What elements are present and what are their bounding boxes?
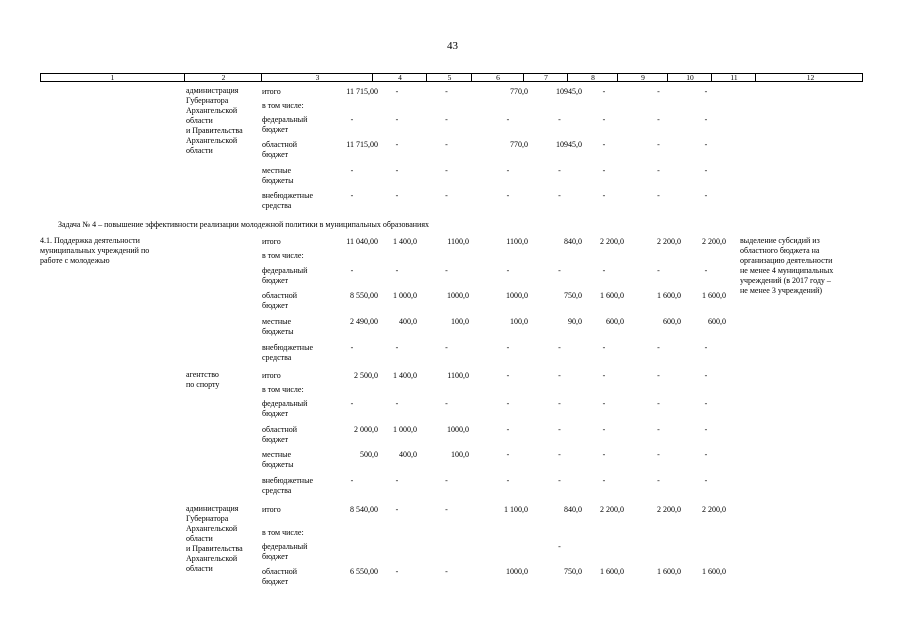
value-cell-col-8: - (558, 166, 561, 175)
header-col-4: 4 (372, 74, 427, 81)
value-cell-col-4: - (350, 166, 354, 175)
value-cell-col-8: - (558, 450, 561, 459)
value-cell-col-11: - (704, 343, 708, 352)
value-cell-col-7: - (506, 166, 510, 175)
value-cell-col-4: 6 550,00 (350, 567, 378, 576)
value-cell-col-10: - (657, 371, 660, 380)
value-cell-col-4: - (350, 399, 354, 408)
value-cell-col-6: 100,0 (451, 450, 469, 459)
source-label-federal: федеральный бюджет (262, 115, 308, 134)
executor-admin-bottom: администрация Губернатора Архангельской области и Правительства Архангельской области (186, 504, 243, 573)
value-cell-col-5: - (395, 343, 399, 352)
value-cell-col-6: 1000,0 (447, 291, 469, 300)
value-cell-col-4: 11 040,00 (346, 237, 378, 246)
value-cell-col-4: - (350, 343, 354, 352)
page-number: 43 (447, 40, 458, 52)
value-cell-col-9: 2 200,0 (600, 237, 624, 246)
value-cell-col-9: - (602, 140, 606, 149)
source-label-local: местные бюджеты (262, 166, 294, 185)
source-label-total: итого (262, 237, 281, 246)
value-cell-col-9: - (602, 450, 606, 459)
value-cell-col-7: - (506, 343, 510, 352)
value-cell-col-5: - (395, 87, 399, 96)
value-cell-col-9: - (602, 399, 606, 408)
source-label-extra: внебюджетные средства (262, 191, 313, 210)
value-cell-col-10: - (657, 87, 660, 96)
value-cell-col-10: 600,0 (663, 317, 681, 326)
header-col-2: 2 (184, 74, 262, 81)
value-cell-col-10: - (657, 166, 660, 175)
value-cell-col-9: 1 600,0 (600, 291, 624, 300)
value-cell-col-8: 10945,0 (556, 140, 582, 149)
value-cell-col-11: - (704, 166, 708, 175)
value-cell-col-6: - (445, 140, 448, 149)
header-col-1: 1 (110, 73, 115, 82)
value-cell-col-5: - (395, 476, 399, 485)
value-cell-col-8: 750,0 (564, 567, 582, 576)
header-col-5: 5 (426, 74, 472, 81)
source-label-incl: в том числе: (262, 251, 304, 260)
value-cell-col-6: - (445, 399, 448, 408)
value-cell-col-8: 840,0 (564, 237, 582, 246)
source-label-extra: внебюджетные средства (262, 343, 313, 362)
value-cell-col-5: - (395, 567, 399, 576)
source-label-federal: федеральный бюджет (262, 542, 308, 561)
value-cell-col-5: 400,0 (399, 450, 417, 459)
value-cell-col-7: 1100,0 (506, 237, 528, 246)
value-cell-col-7: - (506, 399, 510, 408)
source-label-regional: областной бюджет (262, 291, 298, 310)
value-cell-col-7: - (506, 450, 510, 459)
value-cell-col-4: 2 500,0 (354, 371, 378, 380)
header-col-11: 11 (711, 74, 756, 81)
value-cell-col-10: 2 200,0 (657, 505, 681, 514)
header-col-9: 9 (617, 74, 668, 81)
source-label-extra: внебюджетные средства (262, 476, 313, 495)
value-cell-col-4: 11 715,00 (346, 87, 378, 96)
value-cell-col-11: 1 600,0 (702, 567, 726, 576)
value-cell-col-6: 100,0 (451, 317, 469, 326)
value-cell-col-6: - (445, 567, 448, 576)
value-cell-col-8: - (558, 371, 561, 380)
header-col-8: 8 (567, 74, 618, 81)
value-cell-col-4: 8 540,00 (350, 505, 378, 514)
value-cell-col-9: - (602, 476, 606, 485)
value-cell-col-6: - (445, 476, 448, 485)
value-cell-col-10: - (657, 476, 660, 485)
header-col-3: 3 (261, 74, 373, 81)
value-cell-col-8: 750,0 (564, 291, 582, 300)
value-cell-col-6: - (445, 87, 448, 96)
value-cell-col-11: 2 200,0 (702, 505, 726, 514)
value-cell-col-8: - (558, 425, 561, 434)
value-cell-col-8: - (558, 476, 561, 485)
value-cell-col-4: - (350, 115, 354, 124)
value-cell-col-5: 400,0 (399, 317, 417, 326)
value-cell-col-5: 1 400,0 (393, 371, 417, 380)
value-cell-col-9: - (602, 166, 606, 175)
value-cell-col-11: - (704, 266, 708, 275)
value-cell-col-10: 1 600,0 (657, 567, 681, 576)
source-label-federal: федеральный бюджет (262, 399, 308, 418)
source-label-total: итого (262, 371, 281, 380)
value-cell-col-9: - (602, 266, 606, 275)
item-4-1-result: выделение субсидий из областного бюджета на организацию деятельности не менее 4 муниципальных учреждений (в 2017 году – не менее 3 учреждений) (740, 236, 834, 295)
value-cell-col-10: - (657, 191, 660, 200)
value-cell-col-8: - (558, 343, 561, 352)
value-cell-col-9: 1 600,0 (600, 567, 624, 576)
value-cell-col-9: 600,0 (606, 317, 624, 326)
source-label-federal: федеральный бюджет (262, 266, 308, 285)
value-cell-col-4: - (350, 266, 354, 275)
value-cell-col-11: 600,0 (708, 317, 726, 326)
value-cell-col-9: - (602, 115, 606, 124)
value-cell-col-5: - (395, 166, 399, 175)
value-cell-col-5: 1 000,0 (393, 425, 417, 434)
value-cell-col-5: 1 400,0 (393, 237, 417, 246)
value-cell-col-7: - (506, 191, 510, 200)
value-cell-col-8: 90,0 (568, 317, 582, 326)
value-cell-col-6: - (445, 266, 448, 275)
value-cell-col-11: - (704, 425, 708, 434)
header-col-10: 10 (667, 74, 712, 81)
value-cell-col-10: - (657, 140, 660, 149)
value-cell-col-7: 770,0 (510, 87, 528, 96)
value-cell-col-8: 840,0 (564, 505, 582, 514)
value-cell-col-6: - (445, 166, 448, 175)
value-cell-col-9: - (602, 191, 606, 200)
value-cell-col-8: - (558, 115, 561, 124)
value-cell-col-10: - (657, 266, 660, 275)
value-cell-col-5: - (395, 505, 399, 514)
header-col-7: 7 (523, 74, 568, 81)
header-col-12: 12 (755, 74, 865, 81)
source-label-regional: областной бюджет (262, 425, 298, 444)
value-cell-col-11: - (704, 399, 708, 408)
value-cell-col-6: 1100,0 (447, 371, 469, 380)
header-col-6: 6 (471, 74, 524, 81)
value-cell-col-5: - (395, 191, 399, 200)
value-cell-col-5: - (395, 266, 399, 275)
value-cell-col-8: - (558, 266, 561, 275)
value-cell-col-4: 8 550,00 (350, 291, 378, 300)
value-cell-col-8: - (558, 399, 561, 408)
value-cell-col-7: 100,0 (510, 317, 528, 326)
value-cell-col-9: - (602, 87, 606, 96)
value-cell-col-10: - (657, 450, 660, 459)
value-cell-col-6: - (445, 115, 448, 124)
value-cell-col-9: - (602, 425, 606, 434)
executor-sport: агентство по спорту (186, 370, 220, 389)
value-cell-col-9: - (602, 371, 606, 380)
value-cell-col-5: - (395, 399, 399, 408)
value-cell-col-5: 1 000,0 (393, 291, 417, 300)
value-cell-col-4: 11 715,00 (346, 140, 378, 149)
source-label-incl: в том числе: (262, 101, 304, 110)
value-cell-col-6: - (445, 505, 448, 514)
value-cell-col-8: - (558, 191, 561, 200)
value-cell-col-10: - (657, 343, 660, 352)
value-cell-col-5: - (395, 140, 399, 149)
item-4-1-name: 4.1. Поддержка деятельности муниципальных учреждений по работе с молодежью (40, 236, 150, 265)
value-cell-col-8: - (558, 542, 561, 551)
value-cell-col-4: 500,0 (360, 450, 378, 459)
source-label-total: итого (262, 87, 281, 96)
source-label-incl: в том числе: (262, 528, 304, 537)
value-cell-col-5: - (395, 115, 399, 124)
value-cell-col-11: - (704, 140, 708, 149)
value-cell-col-6: 1000,0 (447, 425, 469, 434)
value-cell-col-7: 770,0 (510, 140, 528, 149)
value-cell-col-11: 1 600,0 (702, 291, 726, 300)
value-cell-col-11: - (704, 191, 708, 200)
value-cell-col-7: 1000,0 (506, 567, 528, 576)
value-cell-col-9: 2 200,0 (600, 505, 624, 514)
value-cell-col-11: 2 200,0 (702, 237, 726, 246)
value-cell-col-7: 1 100,0 (504, 505, 528, 514)
source-label-regional: областной бюджет (262, 140, 298, 159)
value-cell-col-7: 1000,0 (506, 291, 528, 300)
value-cell-col-6: - (445, 343, 448, 352)
value-cell-col-6: 1100,0 (447, 237, 469, 246)
value-cell-col-4: 2 490,00 (350, 317, 378, 326)
value-cell-col-11: - (704, 371, 708, 380)
value-cell-col-9: - (602, 343, 606, 352)
value-cell-col-7: - (506, 371, 510, 380)
executor-admin-top: администрация Губернатора Архангельской области и Правительства Архангельской области (186, 86, 243, 155)
value-cell-col-7: - (506, 425, 510, 434)
value-cell-col-11: - (704, 476, 708, 485)
value-cell-col-11: - (704, 87, 708, 96)
value-cell-col-8: 10945,0 (556, 87, 582, 96)
value-cell-col-10: - (657, 115, 660, 124)
table-header-row (40, 73, 863, 82)
value-cell-col-7: - (506, 476, 510, 485)
value-cell-col-4: 2 000,0 (354, 425, 378, 434)
source-label-incl: в том числе: (262, 385, 304, 394)
value-cell-col-10: - (657, 425, 660, 434)
source-label-regional: областной бюджет (262, 567, 298, 586)
value-cell-col-11: - (704, 450, 708, 459)
source-label-total: итого (262, 505, 281, 514)
value-cell-col-6: - (445, 191, 448, 200)
value-cell-col-11: - (704, 115, 708, 124)
value-cell-col-7: - (506, 115, 510, 124)
value-cell-col-4: - (350, 191, 354, 200)
value-cell-col-10: 1 600,0 (657, 291, 681, 300)
value-cell-col-10: 2 200,0 (657, 237, 681, 246)
value-cell-col-4: - (350, 476, 354, 485)
source-label-local: местные бюджеты (262, 450, 294, 469)
source-label-local: местные бюджеты (262, 317, 294, 336)
value-cell-col-7: - (506, 266, 510, 275)
task-4-heading: Задача № 4 – повышение эффективности реализации молодежной политики в муниципальных образованиях (58, 220, 430, 229)
value-cell-col-10: - (657, 399, 660, 408)
